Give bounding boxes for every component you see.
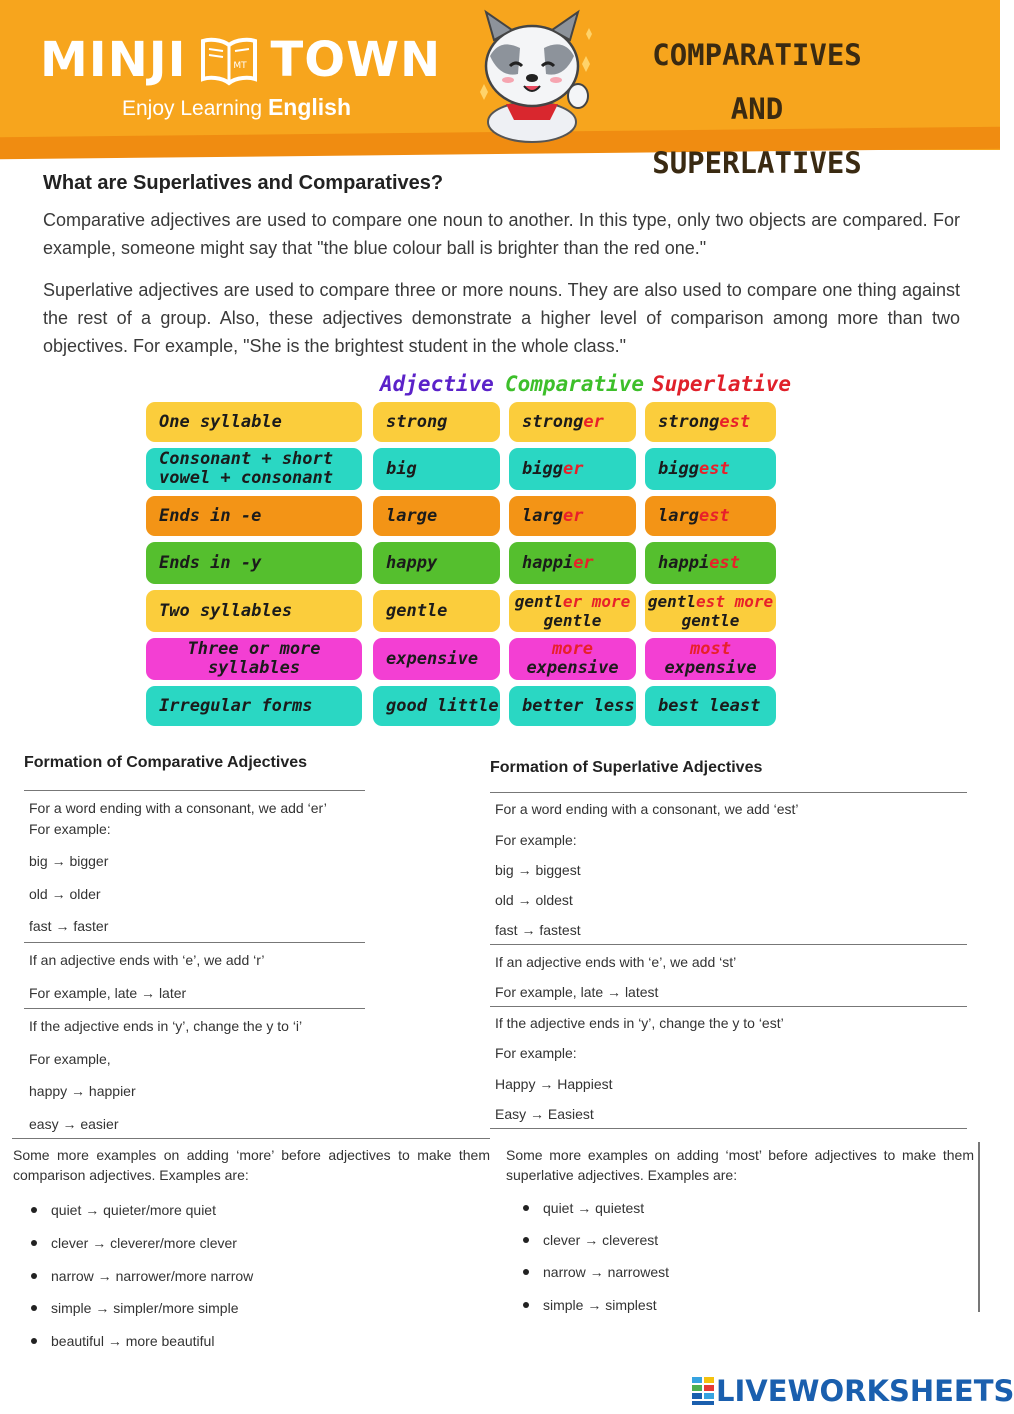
comparative-cell: more expensive xyxy=(509,638,636,680)
divider xyxy=(12,1138,490,1139)
list-item: narrow → narrower/more narrow xyxy=(29,1268,253,1284)
divider xyxy=(24,790,365,791)
divider xyxy=(490,792,967,793)
example-label: For example: xyxy=(495,1045,577,1061)
intro-paragraph-comparative: Comparative adjectives are used to compare one noun to another. In this type, only two objects are compared. For example, someone might say that "the blue colour ball is brighter than the red one." xyxy=(43,210,960,258)
superlative-rule-3: If the adjective ends in ‘y’, change the y to ‘est’ xyxy=(495,1015,784,1031)
page-title xyxy=(622,28,892,190)
example-label: For example: xyxy=(29,821,111,837)
list-item: simple → simpler/more simple xyxy=(29,1300,238,1316)
brand-tagline xyxy=(122,94,351,121)
adjective-cell: strong xyxy=(373,402,500,442)
rule-ends-in-y: Ends in -y xyxy=(146,542,362,584)
adjective-cell: good little xyxy=(373,686,500,726)
superlative-cell: happi est xyxy=(645,542,776,584)
superlative-cell: bigg est xyxy=(645,448,776,490)
brand-mark: MT xyxy=(232,61,247,71)
comparative-formation-title: Formation of Comparative Adjectives xyxy=(24,754,308,771)
superlative-formation-title: Formation of Superlative Adjectives xyxy=(490,759,763,776)
title-line-2: SUPERLATIVES xyxy=(652,146,862,180)
liveworksheets-logo xyxy=(692,1374,1014,1408)
example-label: For example: xyxy=(495,832,577,848)
example-item: old → oldest xyxy=(495,892,573,908)
brand-name-left: MINJI xyxy=(40,32,187,88)
title-line-1: COMPARATIVES AND xyxy=(652,38,862,126)
example-label: For example, xyxy=(29,1051,111,1067)
intro-paragraph-superlative: Superlative adjectives are used to compare three or more nouns. They are also used to compare one thing against the rest of a group. Also, these adjectives demonstrate a higher level of comparison among more than two objectives. For example, "She is the brightest student in the whole class." xyxy=(43,280,960,356)
comparative-cell: happi er xyxy=(509,542,636,584)
intro-heading: What are Superlatives and Comparatives? xyxy=(43,172,444,194)
rule-one-syllable: One syllable xyxy=(146,402,362,442)
comparative-cell: bigg er xyxy=(509,448,636,490)
list-item: clever → cleverer/more clever xyxy=(29,1235,237,1251)
comparative-cell: gentler more gentle xyxy=(509,590,636,632)
divider xyxy=(24,942,365,943)
rule-irregular-forms: Irregular forms xyxy=(146,686,362,726)
more-examples-intro: Some more examples on adding ‘more’ before adjectives to make them comparison adjectives. Examples are: xyxy=(13,1147,490,1183)
list-item: quiet → quieter/more quiet xyxy=(29,1202,216,1218)
header-superlative: Superlative xyxy=(652,372,792,396)
superlative-cell: larg est xyxy=(645,496,776,536)
open-book-icon xyxy=(199,35,259,85)
superlative-cell: gentlest more gentle xyxy=(645,590,776,632)
comparative-cell: strong er xyxy=(509,402,636,442)
superlative-rule-1: For a word ending with a consonant, we add ‘est’ xyxy=(495,801,799,817)
example-item: For example, late → later xyxy=(29,985,187,1001)
example-item: fast → fastest xyxy=(495,922,581,938)
list-item: narrow → narrowest xyxy=(521,1264,669,1280)
example-item: easy → easier xyxy=(29,1116,119,1132)
header-adjective: Adjective xyxy=(380,372,494,396)
divider xyxy=(24,1008,365,1009)
rule-three-or-more-syllables: Three or more syllables xyxy=(146,638,362,680)
example-item: Easy → Easiest xyxy=(495,1106,594,1122)
adjective-cell: gentle xyxy=(373,590,500,632)
tagline-regular: Enjoy Learning xyxy=(122,97,263,120)
liveworksheets-grid-icon xyxy=(692,1377,716,1405)
divider xyxy=(490,944,967,945)
example-item: For example, late → latest xyxy=(495,984,659,1000)
comparative-cell: better less xyxy=(509,686,636,726)
brand-logo xyxy=(40,32,441,88)
rule-two-syllables: Two syllables xyxy=(146,590,362,632)
brand-name-right: TOWN xyxy=(270,32,442,88)
adjective-cell: large xyxy=(373,496,500,536)
example-item: fast → faster xyxy=(29,918,109,934)
example-item: happy → happier xyxy=(29,1083,136,1099)
superlative-cell: best least xyxy=(645,686,776,726)
comparative-rule-2: If an adjective ends with ‘e’, we add ‘r’ xyxy=(29,952,265,968)
divider xyxy=(490,1128,967,1129)
header-banner xyxy=(0,0,1000,180)
superlative-rule-2: If an adjective ends with ‘e’, we add ‘st’ xyxy=(495,954,737,970)
most-examples-intro: Some more examples on adding ‘most’ before adjectives to make them superlative adjectives. Examples are: xyxy=(506,1147,974,1183)
adjective-cell: big xyxy=(373,448,500,490)
divider xyxy=(978,1142,980,1312)
list-item: beautiful → more beautiful xyxy=(29,1333,214,1349)
adjective-cell: expensive xyxy=(373,638,500,680)
tagline-bold: English xyxy=(267,94,352,120)
divider xyxy=(490,1006,967,1007)
example-item: big → bigger xyxy=(29,853,109,869)
comparative-rule-3: If the adjective ends in ‘y’, change the y to ‘i’ xyxy=(29,1018,303,1034)
dog-mascot-icon xyxy=(460,4,610,144)
superlative-cell: most expensive xyxy=(645,638,776,680)
comparative-rule-1: For a word ending with a consonant, we add ‘er’ xyxy=(29,800,327,816)
list-item: quiet → quietest xyxy=(521,1200,644,1216)
list-item: clever → cleverest xyxy=(521,1232,658,1248)
example-item: Happy → Happiest xyxy=(495,1076,613,1092)
rule-ends-in-e: Ends in -e xyxy=(146,496,362,536)
example-item: big → biggest xyxy=(495,862,581,878)
rule-consonant-vowel-consonant: Consonant + short vowel + consonant xyxy=(146,448,362,490)
example-item: old → older xyxy=(29,886,101,902)
list-item: simple → simplest xyxy=(521,1297,657,1313)
header-comparative: Comparative xyxy=(505,372,645,396)
comparative-cell: larg er xyxy=(509,496,636,536)
adjective-cell: happy xyxy=(373,542,500,584)
liveworksheets-wordmark: LIVEWORKSHEETS xyxy=(716,1374,1014,1408)
superlative-cell: strong est xyxy=(645,402,776,442)
